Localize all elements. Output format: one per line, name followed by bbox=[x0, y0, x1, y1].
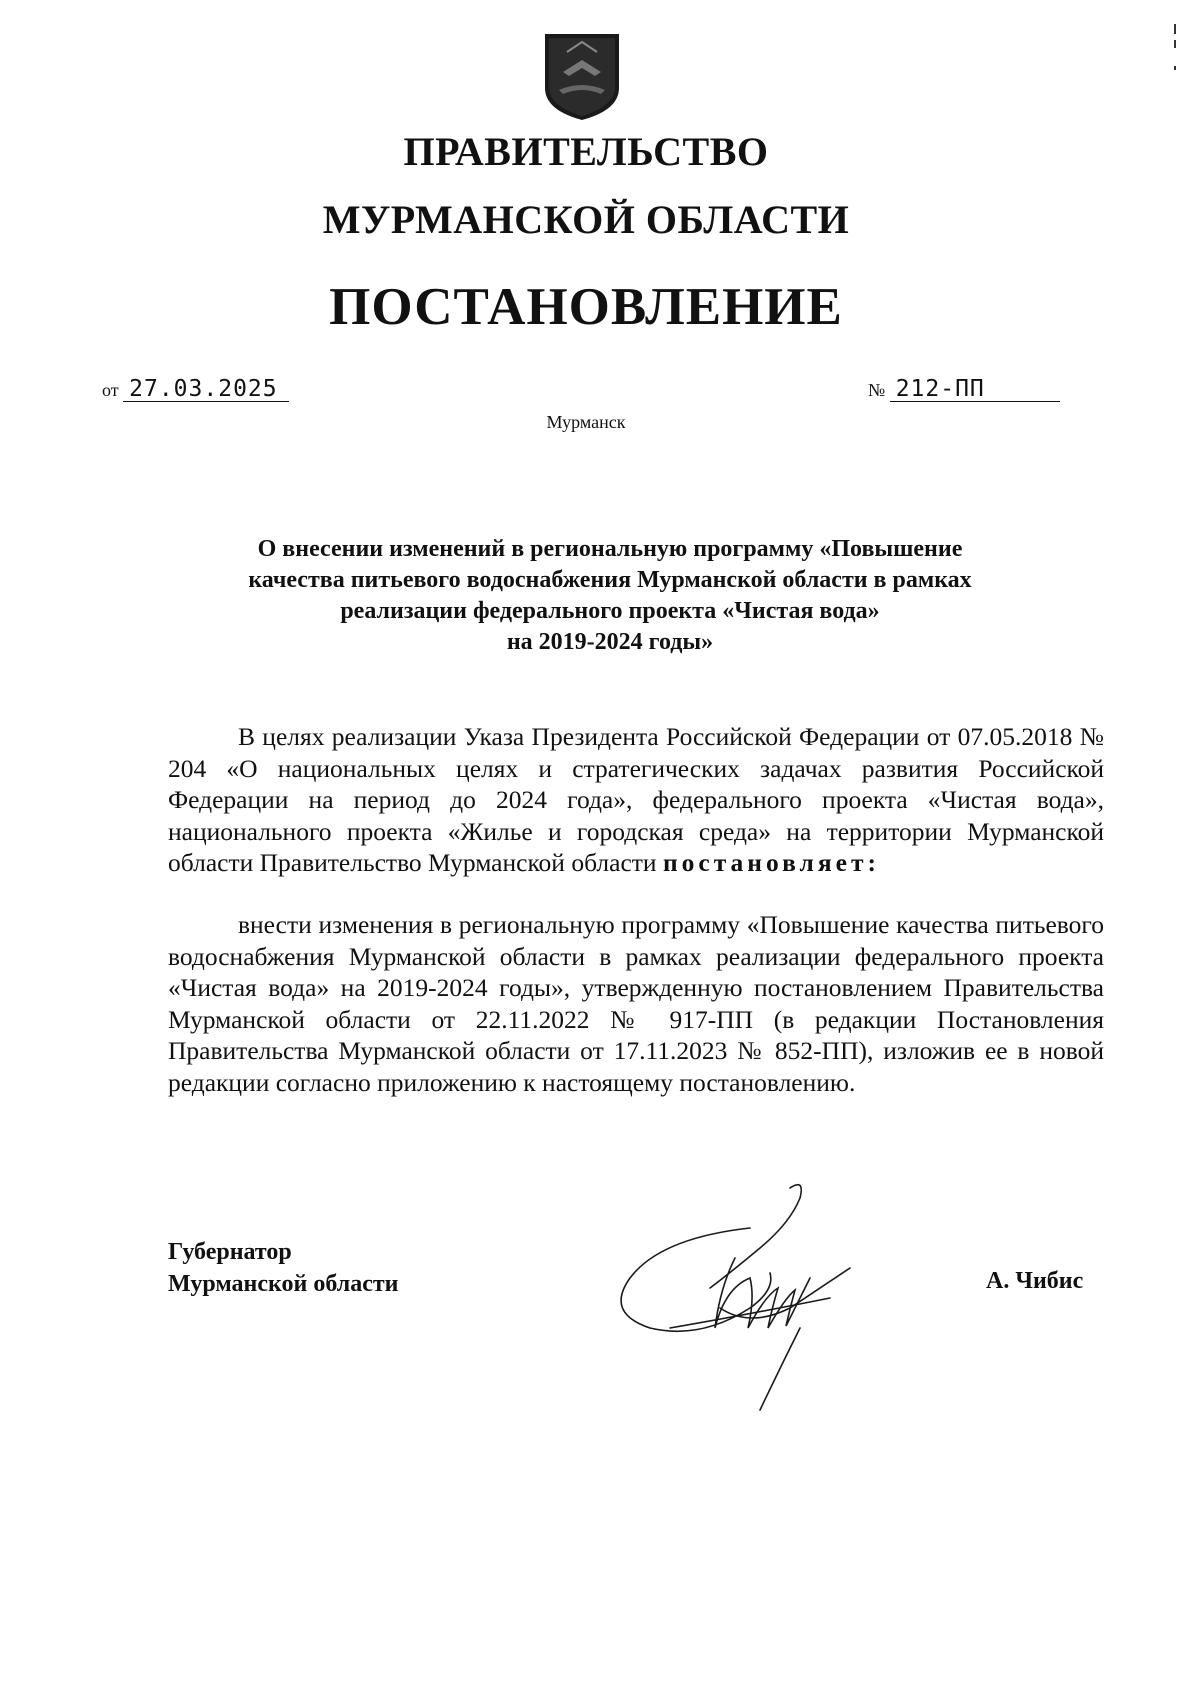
subject-line: на 2019-2024 годы» bbox=[506, 629, 714, 655]
signer-name: А. Чибис bbox=[986, 1268, 1084, 1294]
subject-line: О внесении изменений в региональную программу «Повышение bbox=[257, 536, 963, 562]
document-number: 212-ПП bbox=[890, 377, 1060, 402]
signer-title-line1: Губернатор bbox=[168, 1239, 292, 1265]
subject-line: качества питьевого водоснабжения Мурманской области в рамках bbox=[248, 567, 972, 593]
date-row bbox=[102, 377, 289, 402]
resolution-keyword: постановляет: bbox=[662, 848, 880, 877]
preamble-paragraph bbox=[168, 721, 1104, 879]
date-prefix: от bbox=[102, 380, 119, 400]
preamble-text: В целях реализации Указа Президента Российской Федерации от 07.05.2018 № 204 «О национальных целях и стратегических задачах развития Российской Федерации на период до 2024 года», федерального проекта «Чистая вода», национального проекта «Жилье и городская среда» на территории Мурманской области Правительство Мурманской области bbox=[168, 722, 1104, 877]
resolution-paragraph: внести изменения в региональную программу «Повышение качества питьевого водоснабжения Мурманской области в рамках реализации федерального проекта «Чистая вода» на 2019-2024 годы», утвержденную постановлением Правительства Мурманской области от 22.11.2022 № 917-ПП (в редакции Постановления Правительства Мурманской области от 17.11.2023 № 852-ПП), изложив ее в новой редакции согласно приложению к настоящему постановлению. bbox=[168, 910, 1104, 1097]
government-title-line1: ПРАВИТЕЛЬСТВО bbox=[403, 129, 769, 174]
signer-title bbox=[168, 1236, 398, 1300]
document-subject bbox=[160, 534, 1060, 658]
document-date: 27.03.2025 bbox=[123, 377, 289, 402]
number-prefix: № bbox=[868, 380, 886, 400]
subject-line: реализации федерального проекта «Чистая вода» bbox=[340, 598, 880, 624]
signer-title-line2: Мурманской области bbox=[168, 1271, 399, 1297]
city: Мурманск bbox=[546, 412, 626, 432]
handwritten-signature-icon bbox=[600, 1178, 900, 1418]
margin-marks bbox=[1166, 20, 1186, 80]
government-title-line2: МУРМАНСКОЙ ОБЛАСТИ bbox=[322, 197, 850, 242]
document-type: ПОСТАНОВЛЕНИЕ bbox=[329, 278, 843, 336]
number-row bbox=[868, 377, 1060, 402]
coat-of-arms-icon bbox=[541, 32, 623, 122]
